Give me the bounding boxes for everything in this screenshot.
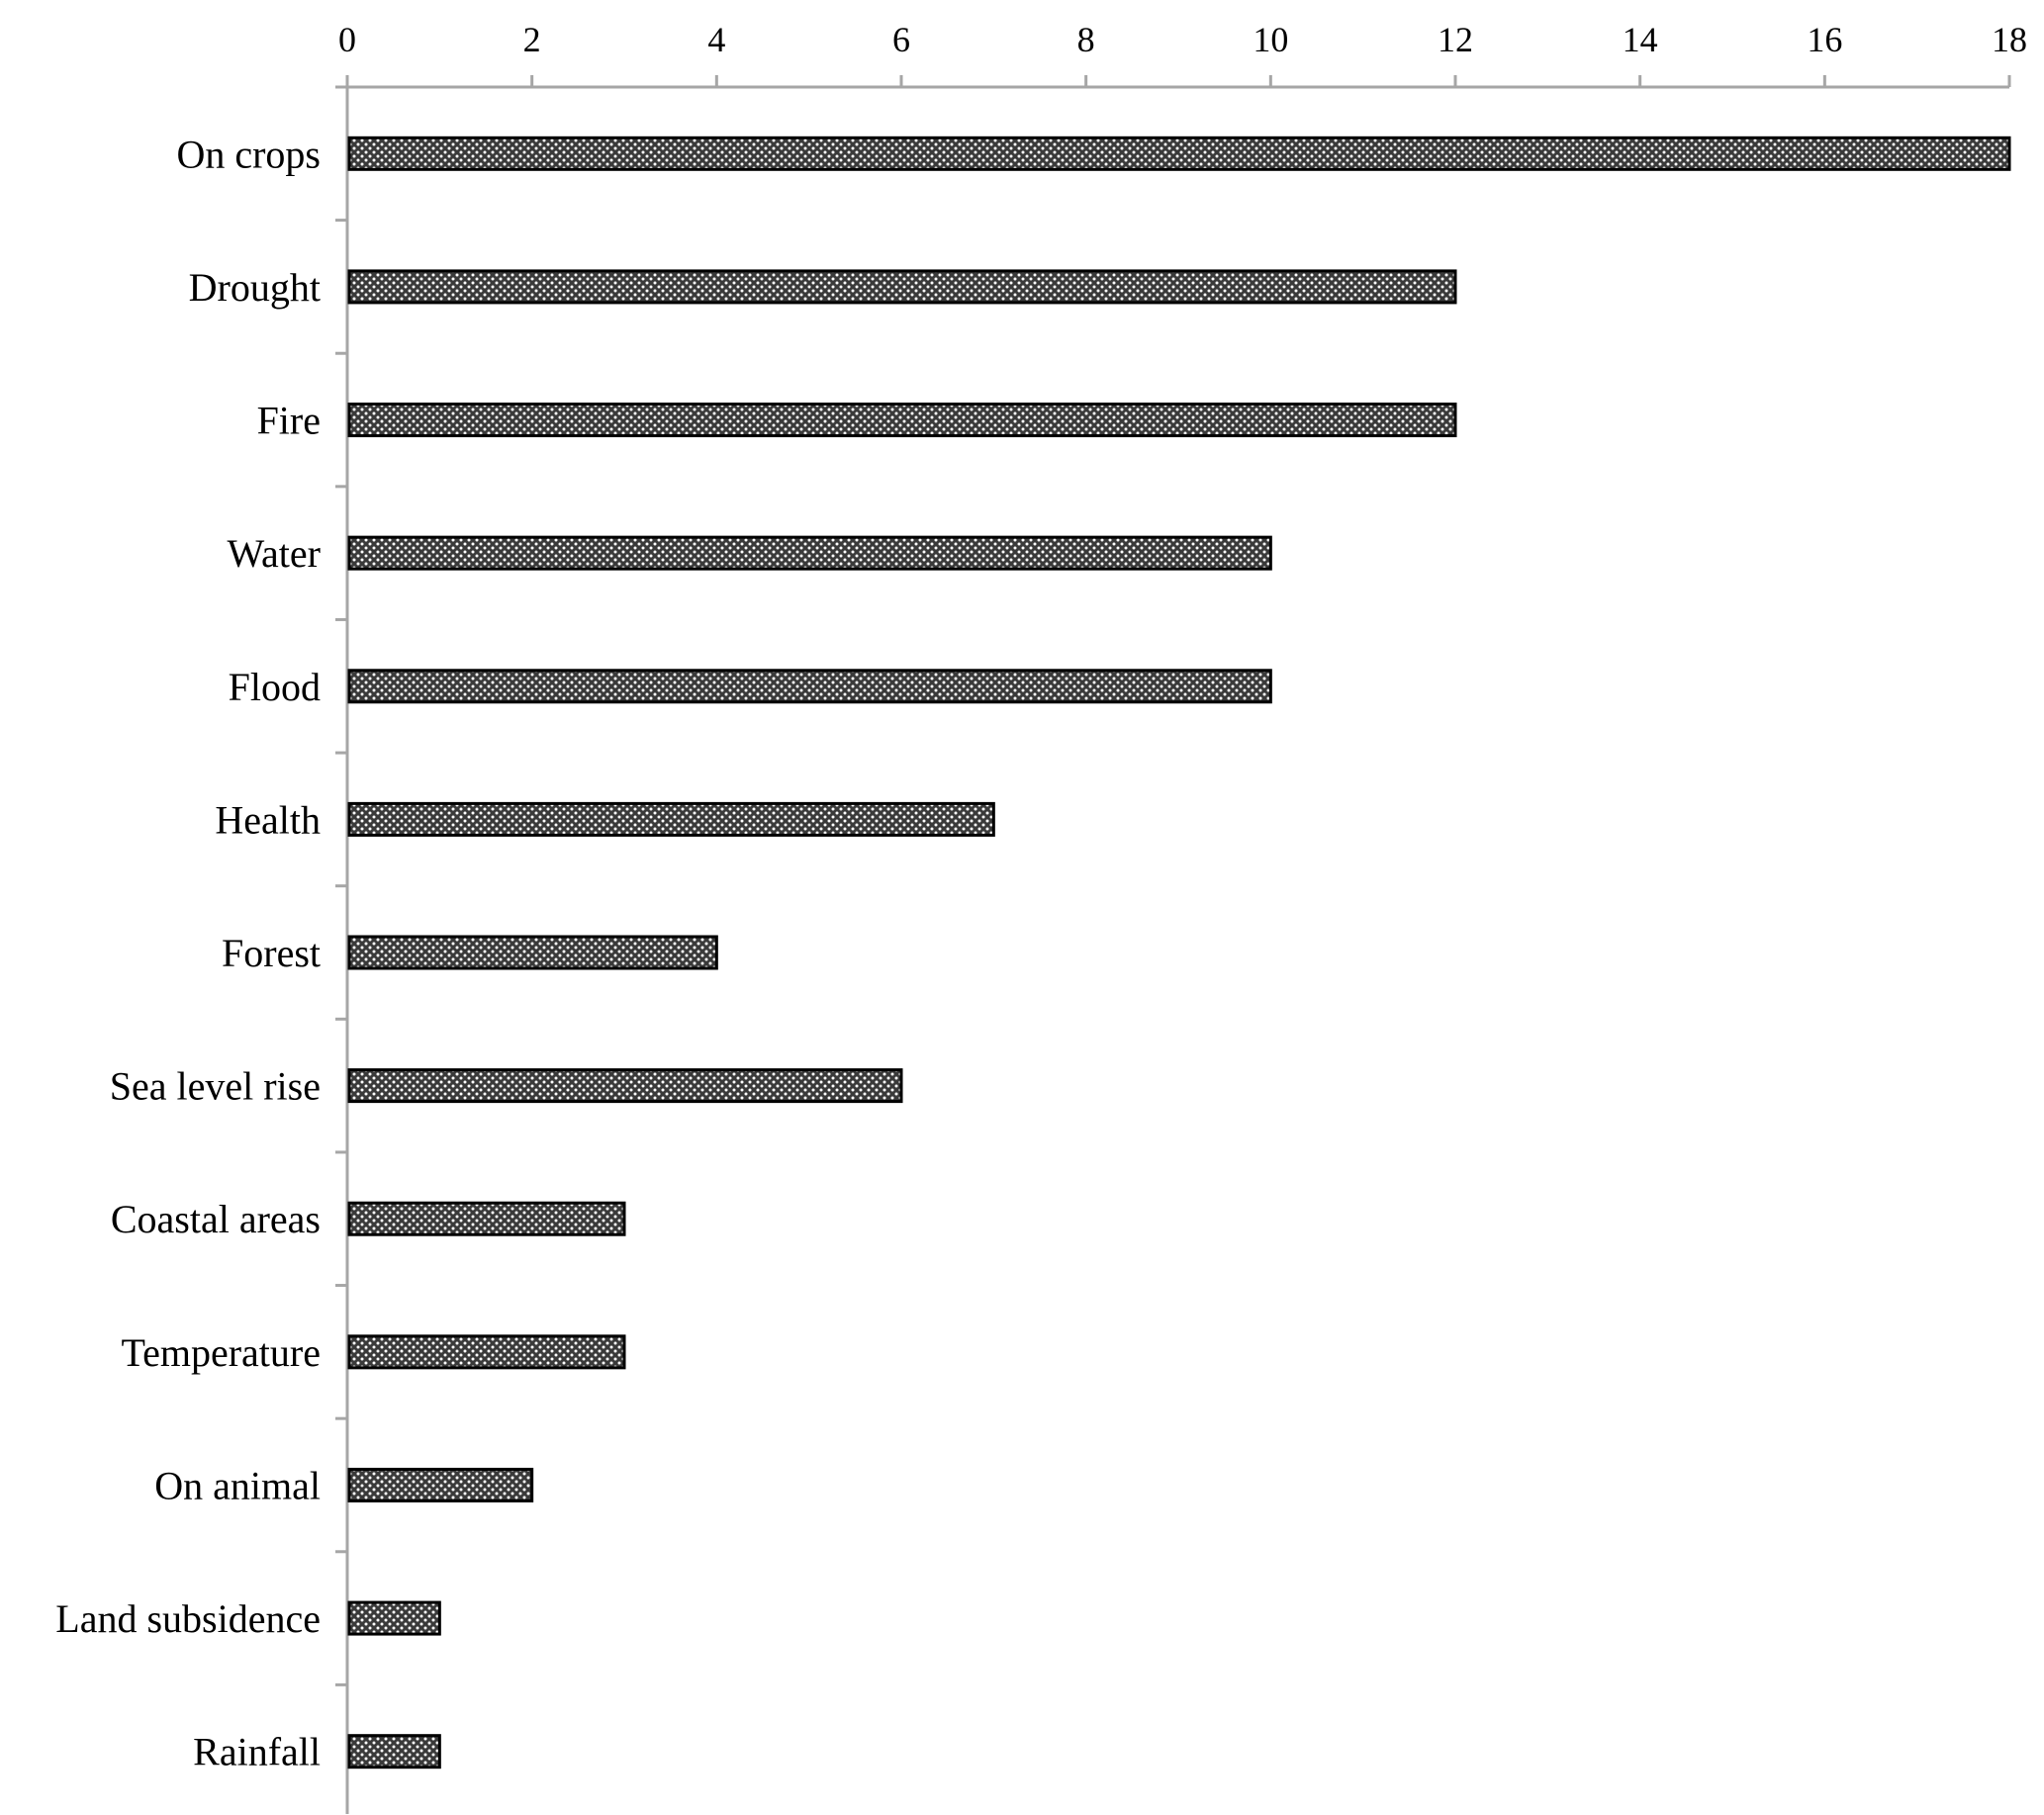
x-tick-label: 2 <box>522 20 541 59</box>
x-tick-label: 4 <box>707 20 726 59</box>
bar <box>349 1203 624 1234</box>
bar <box>349 137 2009 169</box>
x-tick-label: 16 <box>1807 20 1843 59</box>
category-label: On animal <box>154 1463 321 1508</box>
category-label: Rainfall <box>193 1729 321 1774</box>
category-label: Fire <box>256 398 321 443</box>
bar <box>349 1469 532 1500</box>
x-tick-label: 10 <box>1253 20 1289 59</box>
x-tick-label: 0 <box>338 20 356 59</box>
category-label: Drought <box>188 264 321 310</box>
category-label: Forest <box>222 931 321 975</box>
x-tick-label: 6 <box>892 20 910 59</box>
bar <box>349 537 1270 569</box>
category-label: Temperature <box>121 1329 321 1375</box>
x-tick-label: 12 <box>1438 20 1473 59</box>
category-label: Flood <box>228 664 321 709</box>
bar <box>349 1602 439 1634</box>
category-label: Water <box>227 531 321 577</box>
bar <box>349 671 1270 702</box>
category-label: Sea level rise <box>109 1063 321 1109</box>
bar <box>349 1070 901 1102</box>
category-label: Coastal areas <box>110 1197 321 1242</box>
x-tick-label: 18 <box>1992 20 2027 59</box>
bars <box>349 137 2009 1767</box>
bar <box>349 1336 624 1368</box>
x-tick-label: 8 <box>1076 20 1095 59</box>
category-label: On crops <box>176 132 321 177</box>
bar <box>349 405 1455 436</box>
bar <box>349 803 993 835</box>
bar <box>349 271 1455 303</box>
bar <box>349 1736 439 1768</box>
bar <box>349 937 716 968</box>
category-label: Land subsidence <box>55 1596 321 1642</box>
category-label: Health <box>215 797 321 843</box>
x-tick-label: 14 <box>1622 20 1658 59</box>
category-labels <box>55 132 321 1773</box>
